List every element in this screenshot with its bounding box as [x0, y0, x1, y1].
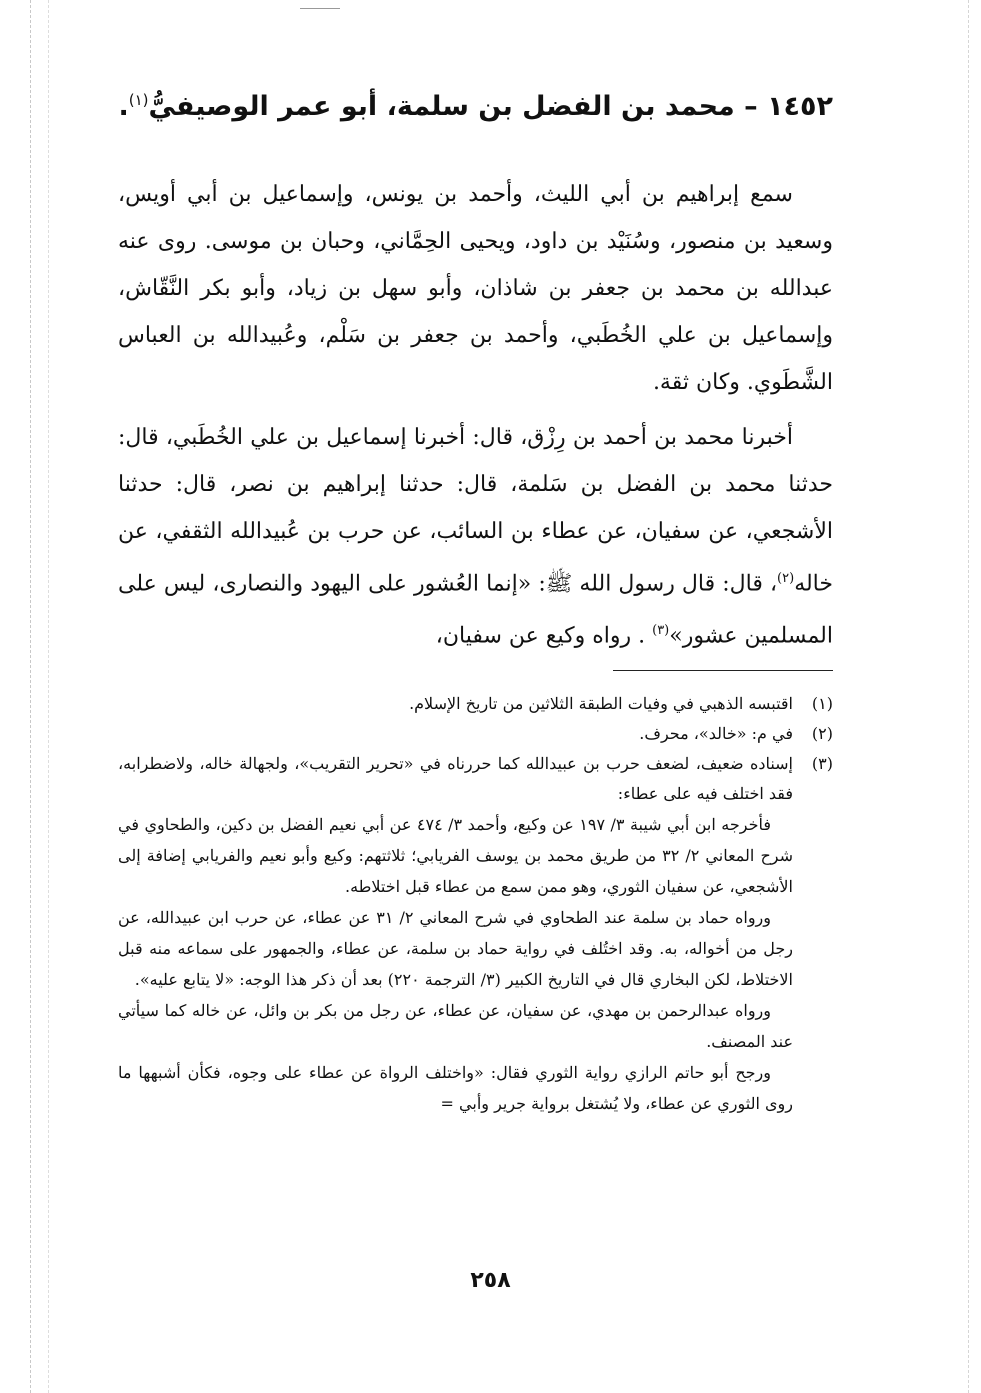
hadith-paragraph [118, 414, 833, 660]
footnote [118, 749, 833, 809]
entry-name: محمد بن الفضل بن سلمة، أبو عمر الوصيفيُّ [148, 91, 735, 122]
hadith-text-part: ، قال: قال رسول الله ﷺ: «إنما العُشور على اليهود والنصارى، ليس على المسلمين عشور» [118, 571, 833, 649]
page-number: ٢٥٨ [470, 1268, 511, 1293]
entry-title [118, 80, 833, 127]
scan-artifact-line [30, 0, 31, 1393]
footnote-paragraph: ورواه حماد بن سلمة عند الطحاوي في شرح المعاني ٢/ ٣١ عن عطاء، عن حرب ابن عبيدالله، عن رجل من أخواله، به. وقد اختُلف في رواية حماد بن سلمة، عن عطاء، والجمهور على سماعه منه قبل الاختلاط، لكن البخاري قال في التاريخ الكبير (٣/ الترجمة ٢٢٠) بعد أن ذكر هذا الوجه: «لا يتابع عليه». [118, 907, 793, 989]
footnote-ref: (١) [128, 91, 149, 109]
entry-number: ١٤٥٢ [767, 91, 833, 122]
footnote-separator [613, 670, 833, 671]
footnote-number: (٣) [811, 753, 833, 773]
footnote-text: إسناده ضعيف، لضعف حرب بن عبيدالله كما حررناه في «تحرير التقريب»، ولجهالة خاله، ولاضطرابه، فقد اختلف فيه على عطاء: [118, 753, 794, 803]
footnote-ref: (٢) [777, 571, 795, 586]
scan-artifact-line [968, 0, 969, 1393]
footnote-paragraph: ورواه عبدالرحمن بن مهدي، عن سفيان، عن عطاء، عن رجل من بكر بن وائل، عن خاله كما سيأتي عند المصنف. [118, 1000, 793, 1051]
page-content [118, 80, 833, 1119]
footnotes [118, 689, 833, 1119]
scan-artifact-line [48, 0, 49, 1393]
footnote-paragraph: فأخرجه ابن أبي شيبة ٣/ ١٩٧ عن وكيع، وأحمد ٣/ ٤٧٤ عن أبي نعيم الفضل بن دكين، والطحاوي في شرح المعاني ٢/ ٣٢ من طريق محمد بن يوسف الفريابي؛ ثلاثتهم: وكيع وأبو نعيم والفريابي إضافة إلى الأشجعي، عن سفيان الثوري، وهو ممن سمع من عطاء قبل اختلاطه. [118, 814, 794, 896]
biography-paragraph: سمع إبراهيم بن أبي الليث، وأحمد بن يونس، وإسماعيل بن أبي أويس، وسعيد بن منصور، وسُنَيْد بن داود، ويحيى الحِمَّاني، وحبان بن موسى. روى عنه عبدالله بن محمد بن جعفر بن شاذان، وأبو سهل بن زياد، وأبو بكر النَّقّاش، وإسماعيل بن علي الخُطَبي، وأحمد بن جعفر بن سَلْم، وعُبيدالله بن العباس الشَّطَوي. وكان ثقة. [118, 182, 833, 395]
hadith-text-part: . رواه وكيع عن سفيان، [435, 623, 653, 649]
footnote-ref: (٣) [652, 623, 670, 639]
footnote-number: (١) [811, 693, 833, 713]
entry-dash: – [744, 91, 758, 122]
footnote [118, 719, 833, 749]
scan-artifact-mark [300, 8, 340, 9]
footnote-paragraph: ورجح أبو حاتم الرازي رواية الثوري فقال: «واختلف الرواة عن عطاء على وجوه، فكأن أشبهها ما روى الثوري عن عطاء، ولا يُشتغل برواية جرير وأبي = [118, 1062, 793, 1113]
hadith-text-part: أخبرنا محمد بن أحمد بن رِزْق، قال: أخبرنا إسماعيل بن علي الخُطَبي، قال: حدثنا محمد بن الفضل بن سَلمة، قال: حدثنا إبراهيم بن نصر، قال: حدثنا الأشجعي، عن سفيان، عن عطاء بن السائب، عن حرب بن عُبيدالله الثقفي، عن خاله [118, 425, 833, 597]
footnote-text: اقتبسه الذهبي في وفيات الطبقة الثلاثين من تاريخ الإسلام. [409, 693, 793, 713]
footnote [118, 689, 833, 719]
entry-title-end: . [118, 91, 129, 122]
footnote-text: في م: «خالد»، محرف. [639, 723, 793, 743]
footnote-number: (٢) [811, 723, 833, 743]
